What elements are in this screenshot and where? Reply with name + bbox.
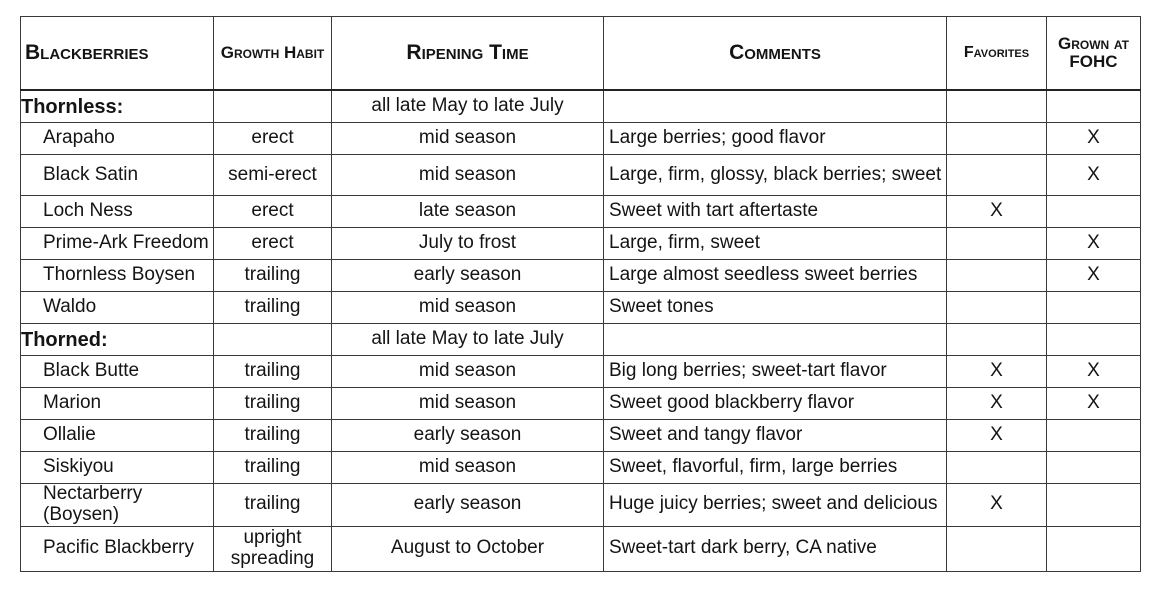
table-row [21,356,1141,388]
ripening-time: mid season [332,292,604,324]
grown-mark: X [1047,388,1141,420]
table-row [21,388,1141,420]
comment: Large almost seedless sweet berries [604,260,947,292]
variety-name: Prime-Ark Freedom [21,228,214,260]
growth-habit: trailing [214,484,332,527]
table-row [21,228,1141,260]
grown-mark [1047,292,1141,324]
table-row [21,123,1141,155]
comment: Sweet, flavorful, firm, large berries [604,452,947,484]
table-row [21,292,1141,324]
group-favorite-cell [947,90,1047,123]
variety-name: Thornless Boysen [21,260,214,292]
grown-mark: X [1047,155,1141,196]
favorite-mark [947,260,1047,292]
growth-habit: trailing [214,292,332,324]
variety-name: Black Satin [21,155,214,196]
growth-habit: upright spreading [214,526,332,571]
variety-name: Marion [21,388,214,420]
ripening-time: mid season [332,388,604,420]
group-comment-cell [604,324,947,356]
comment: Sweet tones [604,292,947,324]
variety-name: Black Butte [21,356,214,388]
grown-mark [1047,526,1141,571]
group-row-thornless [21,90,1141,123]
header-ripening-time: Ripening Time [332,17,604,91]
group-grown-cell [1047,90,1141,123]
group-ripening: all late May to late July [332,90,604,123]
ripening-time: mid season [332,356,604,388]
ripening-time: mid season [332,123,604,155]
favorite-mark [947,526,1047,571]
variety-name: Pacific Blackberry [21,526,214,571]
favorite-mark: X [947,356,1047,388]
comment: Big long berries; sweet-tart flavor [604,356,947,388]
variety-name: Arapaho [21,123,214,155]
group-name: Thornless: [21,90,214,123]
variety-name: Nectarberry (Boysen) [21,484,214,527]
growth-habit: erect [214,196,332,228]
table-row [21,155,1141,196]
comment: Sweet-tart dark berry, CA native [604,526,947,571]
ripening-time: August to October [332,526,604,571]
ripening-time: late season [332,196,604,228]
comment: Large, firm, sweet [604,228,947,260]
grown-mark [1047,452,1141,484]
grown-mark [1047,196,1141,228]
growth-habit: trailing [214,388,332,420]
header-favorites: Favorites [947,17,1047,91]
comment: Sweet and tangy flavor [604,420,947,452]
header-growth-habit: Growth Habit [214,17,332,91]
growth-habit: erect [214,123,332,155]
growth-habit: erect [214,228,332,260]
header-row [21,17,1141,91]
group-habit-cell [214,90,332,123]
growth-habit: trailing [214,420,332,452]
favorite-mark: X [947,484,1047,527]
table-row [21,452,1141,484]
header-variety: Blackberries [21,17,214,91]
comment: Large, firm, glossy, black berries; sweet [604,155,947,196]
favorite-mark [947,292,1047,324]
table-row [21,484,1141,527]
favorite-mark [947,452,1047,484]
ripening-time: early season [332,484,604,527]
variety-name: Loch Ness [21,196,214,228]
favorite-mark [947,228,1047,260]
favorite-mark [947,123,1047,155]
table-row [21,196,1141,228]
ripening-time: July to frost [332,228,604,260]
comment: Large berries; good flavor [604,123,947,155]
comment: Sweet good blackberry flavor [604,388,947,420]
variety-name: Ollalie [21,420,214,452]
ripening-time: early season [332,420,604,452]
variety-name: Siskiyou [21,452,214,484]
comment: Sweet with tart aftertaste [604,196,947,228]
grown-mark: X [1047,356,1141,388]
favorite-mark: X [947,196,1047,228]
table-row [21,260,1141,292]
grown-mark: X [1047,228,1141,260]
variety-name: Waldo [21,292,214,324]
growth-habit: trailing [214,356,332,388]
group-habit-cell [214,324,332,356]
ripening-time: mid season [332,155,604,196]
header-grown-at-fohc: Grown at FOHC [1047,17,1141,91]
table-row [21,420,1141,452]
ripening-time: early season [332,260,604,292]
group-favorite-cell [947,324,1047,356]
group-comment-cell [604,90,947,123]
header-comments: Comments [604,17,947,91]
group-row-thorned [21,324,1141,356]
grown-mark [1047,484,1141,527]
group-ripening: all late May to late July [332,324,604,356]
ripening-time: mid season [332,452,604,484]
group-grown-cell [1047,324,1141,356]
group-name: Thorned: [21,324,214,356]
grown-mark: X [1047,260,1141,292]
growth-habit: trailing [214,260,332,292]
comment: Huge juicy berries; sweet and delicious [604,484,947,527]
grown-mark: X [1047,123,1141,155]
favorite-mark: X [947,420,1047,452]
growth-habit: trailing [214,452,332,484]
favorite-mark [947,155,1047,196]
growth-habit: semi-erect [214,155,332,196]
blackberries-table [20,16,1141,572]
favorite-mark: X [947,388,1047,420]
grown-mark [1047,420,1141,452]
table-row [21,526,1141,571]
